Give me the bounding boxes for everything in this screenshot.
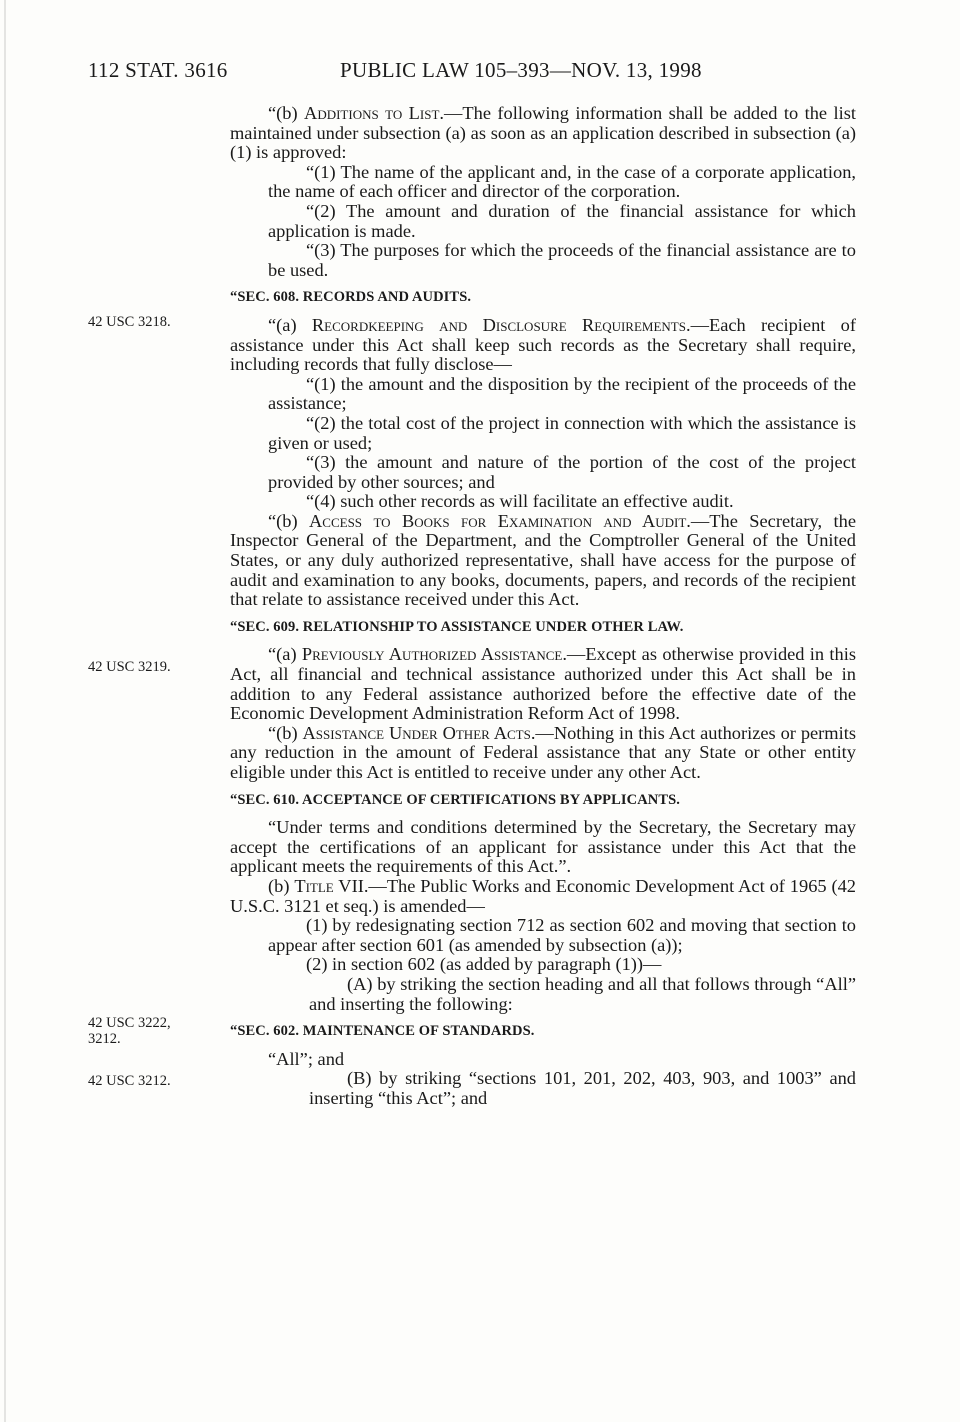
- margin-note-3219: 42 USC 3219.: [88, 659, 171, 675]
- section-heading-608: “SEC. 608. RECORDS AND AUDITS.: [230, 289, 472, 306]
- section-heading-609: “SEC. 609. RELATIONSHIP TO ASSISTANCE UNDER OTHER LAW.: [230, 618, 684, 635]
- list-item: “(1) the amount and the disposition by the recipient of the proceeds of the assistance;: [268, 373, 856, 414]
- quoted-text: “All”; and: [268, 1048, 345, 1069]
- paragraph-recordkeeping: “(a) Recordkeeping and Disclosure Requirements.—Each recipient of assistance under this Act shall keep such records as the Secretary shall require, including records that fully disclose—: [230, 314, 857, 375]
- list-item: “(3) The purposes for which the proceeds of the financial assistance are to be used.: [268, 240, 856, 280]
- margin-note-3218: 42 USC 3218.: [88, 314, 171, 330]
- section-heading-610: “SEC. 610. ACCEPTANCE OF CERTIFICATIONS BY APPLICANTS.: [230, 791, 681, 808]
- margin-note-line: 42 USC 3222,: [88, 1015, 171, 1031]
- list-item: (B) by striking “sections 101, 201, 202, 403, 903, and 1003” and inserting “this Act”; and: [309, 1068, 856, 1108]
- paragraph-heading: Assistance Under Other Acts: [302, 722, 531, 743]
- list-item: (A) by striking the section heading and all that follows through “All” and inserting the following:: [309, 973, 856, 1014]
- list-item: “(3) the amount and nature of the portion of the cost of the project provided by other sources; and: [268, 452, 856, 492]
- paragraph-heading: Previously Authorized Assistance: [301, 644, 563, 665]
- list-item: “(1) The name of the applicant and, in the case of a corporate application, the name of each officer and director of the corporation.: [268, 161, 856, 202]
- scan-edge: [4, 0, 6, 1422]
- list-item: (1) by redesignating section 712 as section 602 and moving that section to appear after section 601 (as amended by subsection (a));: [268, 915, 856, 955]
- paragraph-access-to-books: “(b) Access to Books for Examination and Audit.—The Secretary, the Inspector General of the Department, and the Comptroller General of the United States, or any duly authorized representative, shall have access for the purpose of audit and examination to any books, documents, papers, and records of the recipient that relate to assistance received under this Act.: [230, 510, 856, 610]
- margin-note-3212: 42 USC 3212.: [88, 1073, 171, 1089]
- list-item: (2) in section 602 (as added by paragraph (1))—: [306, 954, 662, 975]
- document-body: [230, 104, 856, 1109]
- list-item: “(2) The amount and duration of the financial assistance for which application is made.: [268, 200, 856, 241]
- margin-note-3222: [88, 1015, 171, 1047]
- paragraph-additions-to-list: “(b) Additions to List.—The following information shall be added to the list maintained under subsection (a) as soon as an application described in subsection (a)(1) is approved:: [230, 103, 857, 163]
- paragraph-heading: Recordkeeping and Disclosure Requirements: [311, 314, 686, 335]
- page-reference: 112 STAT. 3616: [88, 58, 228, 82]
- list-item: “(4) such other records as will facilitate an effective audit.: [306, 491, 734, 512]
- list-item: “(2) the total cost of the project in connection with which the assistance is given or used;: [268, 412, 856, 453]
- section-heading-602: “SEC. 602. MAINTENANCE OF STANDARDS.: [230, 1023, 535, 1040]
- margin-note-line: 3212.: [88, 1031, 121, 1047]
- paragraph-heading: Access to Books for Examination and Audit: [309, 510, 687, 531]
- paragraph-heading: Additions to List: [304, 103, 440, 123]
- paragraph-heading: Title VII: [294, 875, 364, 896]
- paragraph-title-vii: (b) Title VII.—The Public Works and Economic Development Act of 1965 (42 U.S.C. 3121 et seq.) is amended—: [230, 875, 856, 916]
- paragraph-assistance-other-acts: “(b) Assistance Under Other Acts.—Nothing in this Act authorizes or permits any reduction in the amount of Federal assistance that any State or other entity eligible under this Act is entitled to receive under any other Act.: [230, 722, 856, 782]
- paragraph-previously-authorized: “(a) Previously Authorized Assistance.—Except as otherwise provided in this Act, all financial and technical assistance authorized under this Act shall be in addition to any Federal assistance authorized before the effective date of the Economic Development Administration Reform Act of 1998.: [230, 644, 856, 724]
- law-title: PUBLIC LAW 105–393—NOV. 13, 1998: [340, 58, 702, 82]
- paragraph-certifications: “Under terms and conditions determined by the Secretary, the Secretary may accept the certifications of an applicant for assistance under this Act that the applicant meets the requirements of this Act.”.: [230, 817, 856, 877]
